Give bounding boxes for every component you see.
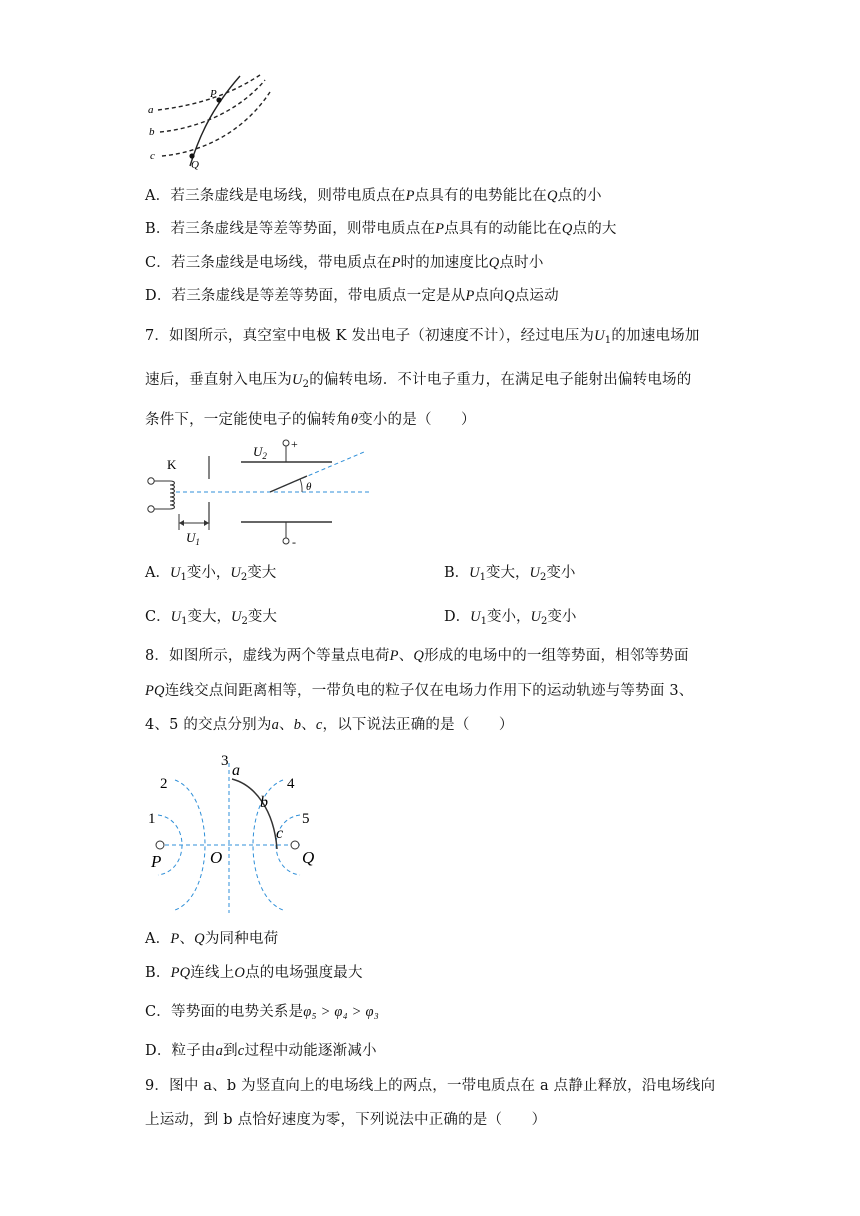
- fig6-label-a: a: [148, 104, 154, 116]
- q7-fig-minus: -: [292, 535, 296, 549]
- q8-fig-a: a: [232, 762, 240, 779]
- q8-option-c: C．等势面的电势关系是φ₅ > φ₄ > φ₃: [145, 1004, 379, 1020]
- q7-fig-theta: θ: [306, 481, 312, 493]
- q8-fig-p: P: [151, 852, 162, 871]
- q8-option-a: A．P、Q为同种电荷: [145, 931, 279, 947]
- q6-option-c: C．若三条虚线是电场线，带电质点在P时的加速度比Q点时小: [145, 255, 544, 271]
- q8-fig-n3: 3: [221, 753, 229, 769]
- q7-stem-line2: 速后，垂直射入电压为$U_2$的偏转电场．不计电子重力，在满足电子能射出偏转电场的: [145, 372, 692, 390]
- q7-option-a: A．$U_1$变小，$U_2$变大: [145, 565, 277, 583]
- q8-stem-line1: 8．如图所示，虚线为两个等量点电荷P、Q形成的电场中的一组等势面，相邻等势面: [145, 648, 689, 664]
- fig6-label-p: P: [210, 88, 217, 100]
- q8-stem-line2: PQ连线交点间距离相等，一带负电的粒子仅在电场力作用下的运动轨迹与等势面 3、: [145, 683, 694, 699]
- q8-fig-q: Q: [302, 848, 315, 867]
- q6-figure: [140, 70, 280, 170]
- q7-fig-u2-label: $U_2$: [253, 444, 267, 461]
- q7-fig-u1-label: $U_1$: [186, 530, 200, 547]
- q8-option-d: D．粒子由a到c过程中动能逐渐减小: [145, 1043, 377, 1059]
- fig6-label-q: Q: [191, 159, 199, 170]
- q8-fig-b: b: [260, 794, 268, 811]
- q8-stem-line3: 4、5 的交点分别为a、b、c，以下说法正确的是（ ）: [145, 717, 514, 733]
- q7-stem-line3: 条件下，一定能使电子的偏转角θ变小的是（ ）: [145, 412, 476, 428]
- q7-option-c: C．$U_1$变大，$U_2$变大: [145, 609, 277, 627]
- q9-stem-line2: 上运动，到 b 点恰好速度为零，下列说法中正确的是（ ）: [145, 1112, 547, 1128]
- q7-fig-plus: +: [291, 437, 298, 451]
- q8-fig-n5: 5: [302, 811, 310, 827]
- q7-fig-k-label: K: [167, 457, 177, 472]
- q7-figure: [142, 434, 378, 550]
- q8-figure: [140, 745, 330, 917]
- q8-fig-n1: 1: [148, 811, 156, 827]
- fig6-label-c: c: [150, 150, 155, 162]
- q8-fig-n4: 4: [287, 776, 295, 792]
- q8-option-b: B．PQ连线上O点的电场强度最大: [145, 965, 363, 981]
- q7-option-d: D．$U_1$变小，$U_2$变小: [444, 609, 577, 627]
- q8-fig-o: O: [210, 848, 223, 867]
- q9-stem-line1: 9．图中 a、b 为竖直向上的电场线上的两点，一带电质点在 a 点静止释放，沿电场线向: [145, 1078, 716, 1094]
- q8-fig-c: c: [276, 825, 284, 842]
- q6-option-b: B．若三条虚线是等差等势面，则带电质点在P点具有的动能比在Q点的大: [145, 221, 617, 237]
- q6-option-d: D．若三条虚线是等差等势面，带电质点一定是从P点向Q点运动: [145, 288, 559, 304]
- q6-option-a: A．若三条虚线是电场线，则带电质点在P点具有的电势能比在Q点的小: [145, 188, 602, 204]
- q7-option-b: B．$U_1$变大，$U_2$变小: [444, 565, 576, 583]
- fig6-label-b: b: [149, 126, 155, 138]
- q7-stem-line1: 7．如图所示，真空室中电极 K 发出电子（初速度不计），经过电压为$U_1$的加速电场加: [145, 328, 700, 346]
- q8-fig-n2: 2: [160, 776, 168, 792]
